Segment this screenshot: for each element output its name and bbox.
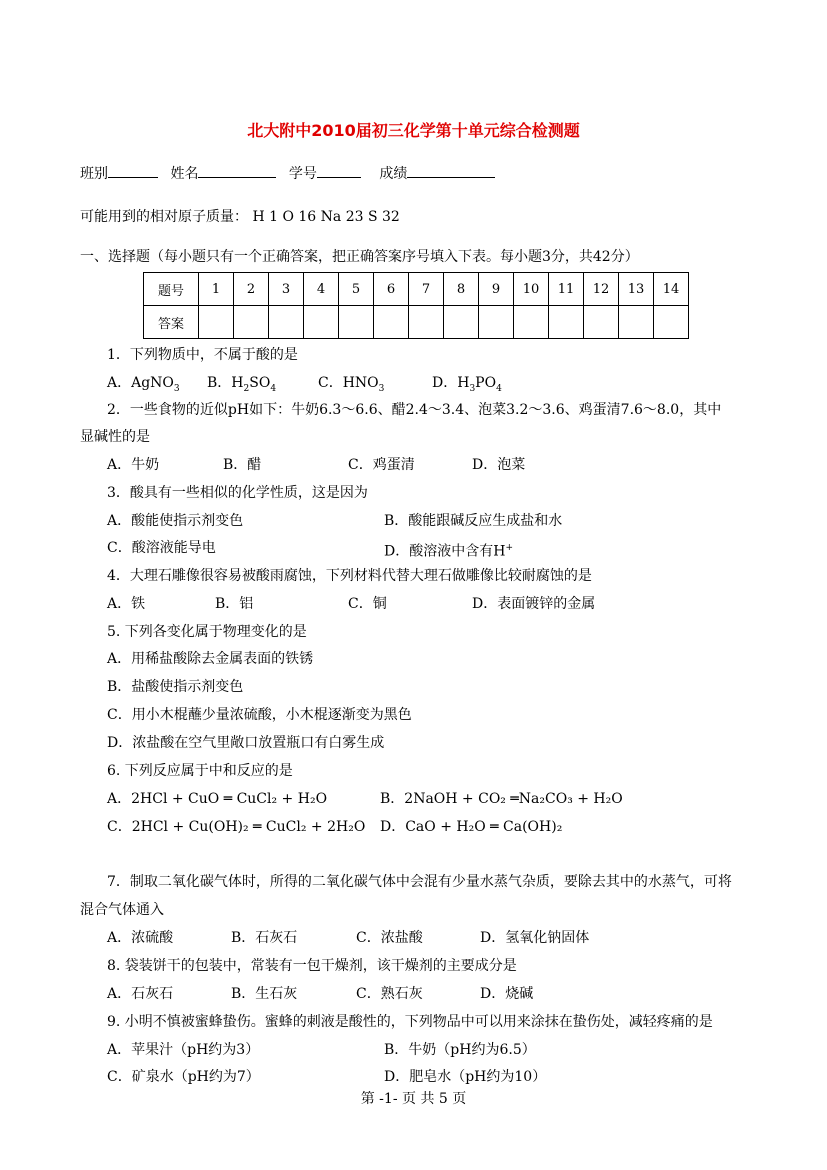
question-2: 2．一些食物的近似pH如下：牛奶6.3～6.6、醋2.4～3.4、泡菜3.2～3.6、鸡蛋清7.6～8.0，其中 bbox=[107, 402, 722, 418]
q1-option-c: C．$HNO_3$ bbox=[318, 375, 385, 394]
q7-option-d: D．氢氧化钠固体 bbox=[480, 930, 590, 946]
answer-cell[interactable] bbox=[549, 306, 584, 339]
answer-table-answer-row bbox=[144, 306, 689, 339]
q1-option-b: B．$H_2SO_4$ bbox=[207, 375, 277, 394]
q8-option-d: D．烧碱 bbox=[480, 986, 534, 1002]
q8-option-a: A．石灰石 bbox=[107, 986, 174, 1002]
q3-option-d-text: D．酸溶液中含有H bbox=[384, 543, 506, 560]
q1-option-d: D．$H_3PO_4$ bbox=[432, 375, 502, 394]
question-1: 1．下列物质中，不属于酸的是 bbox=[107, 347, 298, 363]
q7-option-a: A．浓硫酸 bbox=[107, 930, 174, 946]
number-cell: 3 bbox=[269, 273, 304, 306]
number-cell: 9 bbox=[479, 273, 514, 306]
score-blank[interactable] bbox=[407, 163, 495, 178]
number-cell: 11 bbox=[549, 273, 584, 306]
q9-option-a: A．苹果汁（pH约为3） bbox=[107, 1042, 260, 1058]
question-4: 4．大理石雕像很容易被酸雨腐蚀，下列材料代替大理石做雕像比较耐腐蚀的是 bbox=[107, 568, 592, 584]
number-cell: 5 bbox=[339, 273, 374, 306]
q5-option-c: C．用小木棍蘸少量浓硫酸，小木棍逐渐变为黑色 bbox=[107, 707, 412, 723]
number-cell: 8 bbox=[444, 273, 479, 306]
number-cell: 10 bbox=[514, 273, 549, 306]
number-cell: 6 bbox=[374, 273, 409, 306]
number-cell: 14 bbox=[654, 273, 689, 306]
answer-cell[interactable] bbox=[199, 306, 234, 339]
score-label: 成绩 bbox=[379, 166, 408, 182]
answer-table-number-row bbox=[144, 273, 689, 306]
answer-table bbox=[143, 272, 689, 339]
question-9: 9. 小明不慎被蜜蜂蛰伤。蜜蜂的刺液是酸性的，下列物品中可以用来涂抹在蛰伤处，减轻疼痛的是 bbox=[107, 1014, 713, 1030]
section1-header: 一、选择题（每小题只有一个正确答案，把正确答案序号填入下表。每小题3分，共42分） bbox=[80, 249, 639, 265]
question-2-cont: 显碱性的是 bbox=[80, 429, 150, 445]
q5-option-d: D．浓盐酸在空气里敞口放置瓶口有白雾生成 bbox=[107, 735, 385, 751]
q9-option-b: B．牛奶（pH约为6.5） bbox=[384, 1042, 536, 1058]
q6-option-a: A．2HCl + CuO ═ CuCl₂ + H₂O bbox=[107, 791, 328, 807]
number-cell: 7 bbox=[409, 273, 444, 306]
answer-cell[interactable] bbox=[339, 306, 374, 339]
q8-option-b: B．生石灰 bbox=[231, 986, 298, 1002]
page-footer: 第 -1- 页 共 5 页 bbox=[360, 1091, 467, 1107]
q4-option-b: B．铝 bbox=[215, 596, 254, 612]
name-blank[interactable] bbox=[198, 163, 276, 178]
q4-option-d: D．表面镀锌的金属 bbox=[472, 596, 596, 612]
answer-cell[interactable] bbox=[514, 306, 549, 339]
q6-option-c: C．2HCl + Cu(OH)₂ ═ CuCl₂ + 2H₂O bbox=[107, 819, 366, 835]
question-6: 6. 下列反应属于中和反应的是 bbox=[107, 763, 293, 779]
answer-cell[interactable] bbox=[304, 306, 339, 339]
page-title: 北大附中2010届初三化学第十单元综合检测题 bbox=[247, 121, 580, 140]
question-7: 7．制取二氧化碳气体时，所得的二氧化碳气体中会混有少量水蒸气杂质，要除去其中的水蒸气，可将 bbox=[107, 874, 732, 890]
answer-header: 答案 bbox=[144, 306, 199, 339]
q2-option-d: D．泡菜 bbox=[472, 457, 526, 473]
q8-option-c: C．熟石灰 bbox=[356, 986, 423, 1002]
answer-cell[interactable] bbox=[234, 306, 269, 339]
answer-cell[interactable] bbox=[619, 306, 654, 339]
answer-cell[interactable] bbox=[374, 306, 409, 339]
question-3: 3．酸具有一些相似的化学性质，这是因为 bbox=[107, 485, 368, 501]
class-blank[interactable] bbox=[108, 163, 158, 178]
q5-option-b: B．盐酸使指示剂变色 bbox=[107, 679, 244, 695]
q3-option-a: A．酸能使指示剂变色 bbox=[107, 513, 244, 529]
q3-option-d: D．酸溶液中含有H+ bbox=[384, 543, 513, 560]
q1-option-b-text: B．H bbox=[207, 375, 244, 391]
atomic-masses: 可能用到的相对原子质量： H 1 O 16 Na 23 S 32 bbox=[80, 209, 400, 225]
q3-option-b: B．酸能跟碱反应生成盐和水 bbox=[384, 513, 563, 529]
number-header: 题号 bbox=[144, 273, 199, 306]
q2-option-a: A．牛奶 bbox=[107, 457, 160, 473]
id-blank[interactable] bbox=[317, 163, 361, 178]
q1-option-d-text: D．H bbox=[432, 375, 470, 391]
class-label: 班别 bbox=[80, 166, 108, 182]
q9-option-c: C．矿泉水（pH约为7） bbox=[107, 1069, 260, 1085]
number-cell: 13 bbox=[619, 273, 654, 306]
number-cell: 2 bbox=[234, 273, 269, 306]
q1-option-c-text: C．HNO bbox=[318, 375, 379, 391]
name-label: 姓名 bbox=[170, 166, 199, 182]
q4-option-a: A．铁 bbox=[107, 596, 146, 612]
number-cell: 12 bbox=[584, 273, 619, 306]
answer-cell[interactable] bbox=[269, 306, 304, 339]
question-7-cont: 混合气体通入 bbox=[80, 902, 164, 918]
q9-option-d: D．肥皂水（pH约为10） bbox=[384, 1069, 547, 1085]
answer-cell[interactable] bbox=[654, 306, 689, 339]
answer-cell[interactable] bbox=[444, 306, 479, 339]
answer-cell[interactable] bbox=[479, 306, 514, 339]
q6-option-d: D．CaO + H₂O ═ Ca(OH)₂ bbox=[380, 819, 563, 835]
answer-cell[interactable] bbox=[584, 306, 619, 339]
q1-option-a: A．AgNO$_3$ bbox=[107, 375, 180, 394]
q6-option-b: B．2NaOH + CO₂ ═Na₂CO₃ + H₂O bbox=[380, 791, 623, 807]
student-info-line bbox=[80, 163, 503, 183]
q3-option-c: C．酸溶液能导电 bbox=[107, 540, 216, 556]
q1-option-a-text: A．AgNO bbox=[107, 375, 174, 391]
q2-option-c: C．鸡蛋清 bbox=[348, 457, 415, 473]
q7-option-c: C．浓盐酸 bbox=[356, 930, 423, 946]
q4-option-c: C．铜 bbox=[348, 596, 387, 612]
q7-option-b: B．石灰石 bbox=[231, 930, 298, 946]
q5-option-a: A．用稀盐酸除去金属表面的铁锈 bbox=[107, 651, 314, 667]
question-5: 5. 下列各变化属于物理变化的是 bbox=[107, 624, 307, 640]
q2-option-b: B．醋 bbox=[223, 457, 262, 473]
question-8: 8. 袋装饼干的包装中，常装有一包干燥剂，该干燥剂的主要成分是 bbox=[107, 958, 517, 974]
id-label: 学号 bbox=[288, 166, 317, 182]
number-cell: 1 bbox=[199, 273, 234, 306]
number-cell: 4 bbox=[304, 273, 339, 306]
answer-cell[interactable] bbox=[409, 306, 444, 339]
